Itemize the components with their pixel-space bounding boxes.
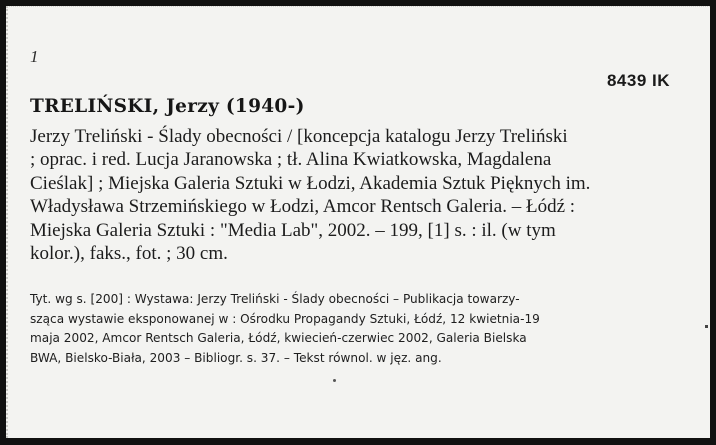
description-line: kolor.), faks., fot. ; 30 cm. bbox=[30, 243, 228, 265]
note-line: Tyt. wg s. [200] : Wystawa: Jerzy Treliński - Ślady obecności – Publikacja towarzy- bbox=[30, 292, 520, 306]
author-heading: TRELIŃSKI, Jerzy (1940-) bbox=[30, 96, 305, 117]
catalog-card bbox=[6, 6, 710, 438]
bibliographic-note bbox=[30, 290, 690, 369]
ink-dot bbox=[333, 379, 336, 382]
note-line: maja 2002, Amcor Rentsch Galeria, Łódź, kwiecień-czerwiec 2002, Galeria Bielska bbox=[30, 331, 527, 346]
description-line: Cieślak] ; Miejska Galeria Sztuki w Łodzi, Akademia Sztuk Pięknych im. bbox=[30, 172, 591, 194]
description-line: ; oprac. i red. Lucja Jaranowska ; tł. Alina Kwiatkowska, Magdalena bbox=[30, 149, 552, 171]
card-number: 1 bbox=[30, 47, 39, 66]
description-line: Jerzy Treliński - Ślady obecności / [koncepcja katalogu Jerzy Treliński bbox=[30, 126, 568, 147]
description-line: Miejska Galeria Sztuki : "Media Lab", 2002. – 199, [1] s. : il. (w tym bbox=[30, 219, 556, 241]
description-line: Władysława Strzemińskiego w Łodzi, Amcor Rentsch Galeria. – Łódź : bbox=[30, 196, 576, 218]
bibliographic-description bbox=[30, 125, 690, 265]
call-number: 8439 IK bbox=[606, 71, 670, 90]
note-line: BWA, Bielsko-Biała, 2003 – Bibliogr. s. 37. – Tekst równol. w jęz. ang. bbox=[30, 351, 442, 366]
note-line: sząca wystawie eksponowanej w : Ośrodku Propagandy Sztuki, Łódź, 12 kwietnia-19 bbox=[30, 311, 540, 326]
edge-speck bbox=[705, 325, 708, 328]
